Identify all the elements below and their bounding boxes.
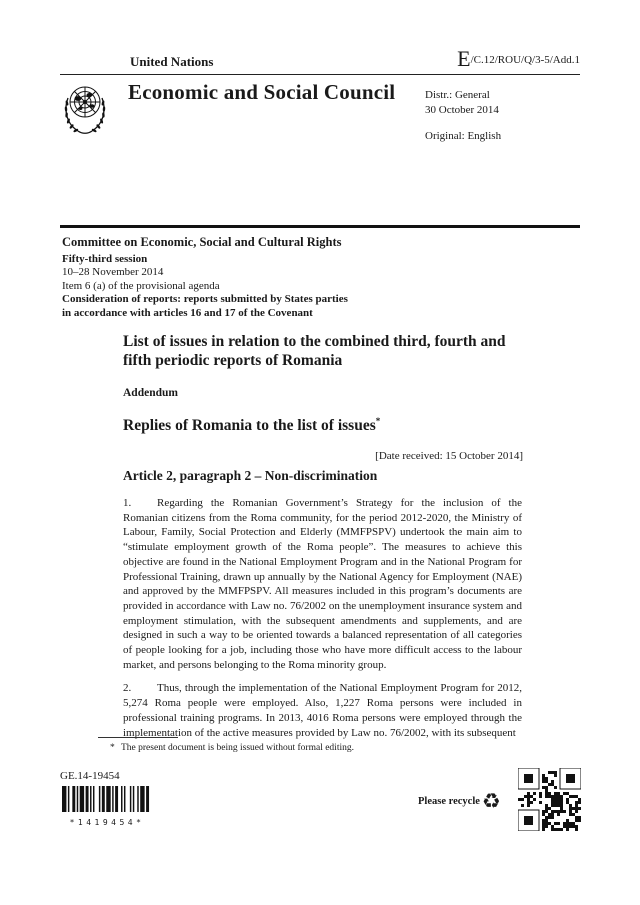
paragraph-2-number: 2. bbox=[123, 682, 132, 695]
subtitle-footnote-marker: * bbox=[375, 416, 381, 426]
ge-number: GE.14-19454 bbox=[60, 770, 120, 782]
distr-label: Distr.: General bbox=[425, 89, 490, 101]
council-title: Economic and Social Council bbox=[128, 80, 396, 104]
title-block bbox=[123, 332, 523, 462]
paragraph-2 bbox=[123, 681, 522, 740]
barcode-bars bbox=[62, 786, 152, 812]
document-symbol-number: /C.12/ROU/Q/3-5/Add.1 bbox=[470, 54, 580, 66]
consideration-line-1: Consideration of reports: reports submitted by States parties bbox=[62, 293, 348, 305]
article-heading: Article 2, paragraph 2 – Non-discrimination bbox=[123, 468, 378, 483]
barcode bbox=[62, 786, 152, 827]
united-nations-label: United Nations bbox=[130, 54, 214, 69]
committee-name: Committee on Economic, Social and Cultural Rights bbox=[62, 235, 342, 249]
agenda-item: Item 6 (a) of the provisional agenda bbox=[62, 279, 220, 292]
org-row bbox=[60, 80, 580, 220]
section-rule bbox=[60, 225, 580, 228]
subtitle bbox=[123, 416, 523, 435]
session-block bbox=[62, 236, 348, 320]
subtitle-text: Replies of Romania to the list of issues bbox=[123, 417, 376, 435]
footnote-rule bbox=[98, 737, 178, 738]
body-text bbox=[123, 496, 522, 749]
barcode-text: *1419454* bbox=[69, 818, 145, 827]
recycle-label: Please recycle bbox=[418, 796, 480, 807]
paragraph-1-text: Regarding the Romanian Government’s Strategy for the inclusion of the Romanian citizens from the Roma community, for the period 2012-2020, the Ministry of Labour, Family, Social Protection and Elderly (MMFPSPV) undertook the main aim to “stimulate employment growth of the Roma people”. The measures to achieve this objective are found in the National Employment Program and in the National Program for Professional Training, drawn up annually by the National Agency for Employment (NAE) and approved by the MMFPSPV. All measures included in this program’s documents are provided in accordance with Law no. 76/2002 on the unemployment insurance system and employment stimulation, with the subsequent amendments and supplements, and are designed in such a way to be oriented towards a balanced representation of all categories of people looking for a job, including those who have more difficult access to the labour market, and persons belonging to the Roma minority group. bbox=[123, 497, 522, 671]
footnote-text: The present document is being issued without formal editing. bbox=[121, 743, 354, 753]
qr-code bbox=[518, 768, 581, 831]
un-header-row bbox=[60, 48, 580, 75]
recycle-icon: ♻ bbox=[481, 789, 501, 813]
paragraph-1 bbox=[123, 496, 522, 672]
paragraph-1-number: 1. bbox=[123, 497, 132, 509]
original-language: Original: English bbox=[425, 130, 502, 142]
paragraph-2-text: Thus, through the implementation of the National Employment Program for 2012, 5,274 Roma people were employed. Also, 1,227 Roma persons were included in professional training programs. In 2013, 4016 Roma persons were employed through the implementation of the active measures provided by Law no. 76/2002, with its subsequent bbox=[123, 682, 522, 739]
consideration-line-2: in accordance with articles 16 and 17 of the Covenant bbox=[62, 306, 313, 319]
date-received: [Date received: 15 October 2014] bbox=[375, 450, 523, 463]
qr-code-pattern bbox=[518, 768, 581, 831]
addendum-label: Addendum bbox=[123, 387, 178, 399]
recycle-block bbox=[418, 791, 501, 812]
document-symbol-series-letter: E bbox=[457, 46, 471, 71]
distribution-block bbox=[425, 88, 501, 144]
footnote-marker: * bbox=[110, 743, 115, 753]
un-emblem-icon bbox=[62, 82, 108, 138]
main-title: List of issues in relation to the combined third, fourth and fifth periodic reports of Romania bbox=[123, 333, 506, 369]
session-dates: 10–28 November 2014 bbox=[62, 266, 164, 278]
document-symbol bbox=[457, 48, 580, 70]
footnote bbox=[110, 743, 500, 753]
session-name: Fifty-third session bbox=[62, 252, 148, 265]
distr-date: 30 October 2014 bbox=[425, 104, 499, 116]
